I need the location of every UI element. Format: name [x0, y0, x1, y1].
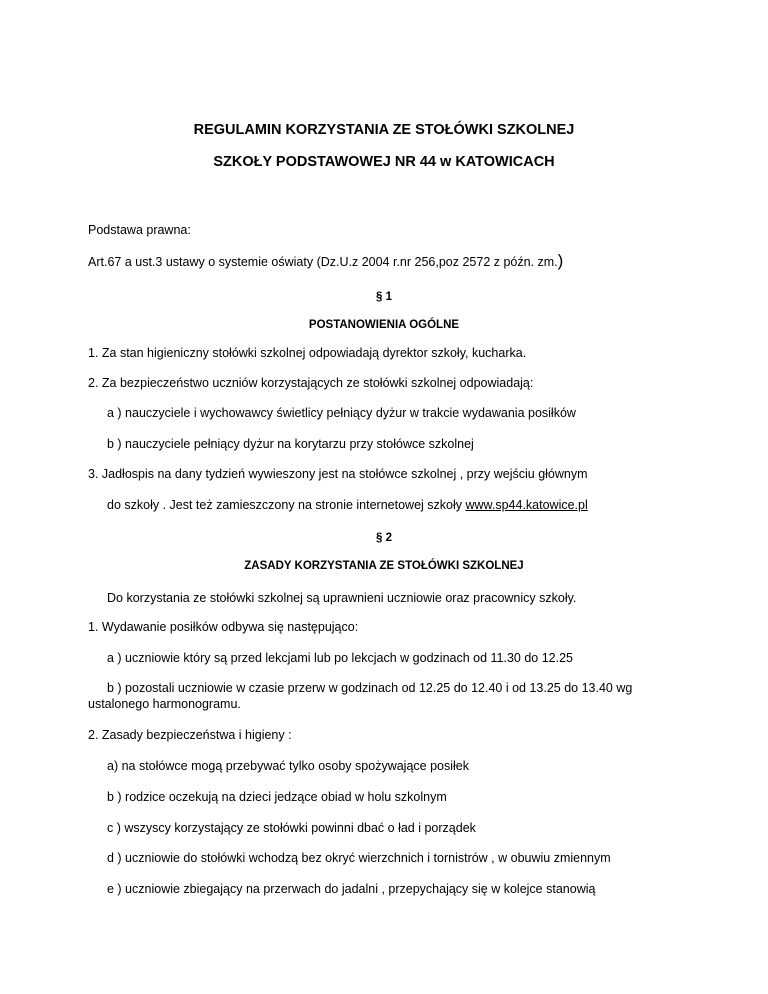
section2-paragraph-2d: d ) uczniowie do stołówki wchodzą bez okryć wierzchnich i tornistrów , w obuwiu zmiennym: [107, 851, 611, 865]
section2-paragraph-2e: e ) uczniowie zbiegający na przerwach do jadalni , przepychający się w kolejce stanowią: [107, 882, 596, 896]
section1-paragraph-1: 1. Za stan higieniczny stołówki szkolnej odpowiadają dyrektor szkoły, kucharka.: [88, 346, 527, 360]
section1-paragraph-3-line1: 3. Jadłospis na dany tydzień wywieszony jest na stołówce szkolnej , przy wejściu głównym: [88, 467, 588, 481]
section2-paragraph-1b-line2: ustalonego harmonogramu.: [88, 697, 241, 711]
section2-paragraph-2a: a) na stołówce mogą przebywać tylko osoby spożywające posiłek: [107, 759, 469, 773]
section1-paragraph-2: 2. Za bezpieczeństwo uczniów korzystających ze stołówki szkolnej odpowiadają:: [88, 376, 534, 390]
section1-number: § 1: [376, 291, 392, 303]
legal-basis-text: [88, 253, 563, 270]
legal-basis-close-paren: ): [557, 251, 564, 270]
section1-paragraph-2b: b ) nauczyciele pełniący dyżur na korytarzu przy stołówce szkolnej: [107, 437, 474, 451]
section2-paragraph-2c: c ) wszyscy korzystający ze stołówki powinni dbać o ład i porządek: [107, 821, 476, 835]
section2-paragraph-2: 2. Zasady bezpieczeństwa i higieny :: [88, 728, 292, 742]
section1-paragraph-2a: a ) nauczyciele i wychowawcy świetlicy pełniący dyżur w trakcie wydawania posiłków: [107, 406, 576, 420]
section2-number: § 2: [376, 532, 392, 544]
legal-basis-citation: Art.67 a ust.3 ustawy o systemie oświaty (Dz.U.z 2004 r.nr 256,poz 2572 z późn. zm.: [88, 255, 558, 269]
section2-heading: ZASADY KORZYSTANIA ZE STOŁÓWKI SZKOLNEJ: [244, 560, 524, 572]
school-website-link[interactable]: www.sp44.katowice.pl: [465, 498, 588, 512]
section2-paragraph-1: 1. Wydawanie posiłków odbywa się następująco:: [88, 620, 359, 634]
section1-heading: POSTANOWIENIA OGÓLNE: [308, 319, 460, 331]
section1-paragraph-3-line2: [107, 497, 588, 513]
document-title-line2: SZKOŁY PODSTAWOWEJ NR 44 w KATOWICACH: [213, 154, 555, 170]
document-title-line1: REGULAMIN KORZYSTANIA ZE STOŁÓWKI SZKOLNEJ: [193, 122, 575, 138]
section2-paragraph-2b: b ) rodzice oczekują na dzieci jedzące obiad w holu szkolnym: [107, 790, 447, 804]
section2-paragraph-1b-line1: b ) pozostali uczniowie w czasie przerw w godzinach od 12.25 do 12.40 i od 13.25 do 13.40 wg: [107, 681, 633, 695]
section2-paragraph-1a: a ) uczniowie który są przed lekcjami lub po lekcjach w godzinach od 11.30 do 12.25: [107, 651, 574, 665]
legal-basis-label: Podstawa prawna:: [88, 223, 191, 237]
section2-intro: Do korzystania ze stołówki szkolnej są uprawnieni uczniowie oraz pracownicy szkoły.: [107, 591, 577, 605]
section1-paragraph-3-text: do szkoły . Jest też zamieszczony na stronie internetowej szkoły: [107, 498, 466, 512]
